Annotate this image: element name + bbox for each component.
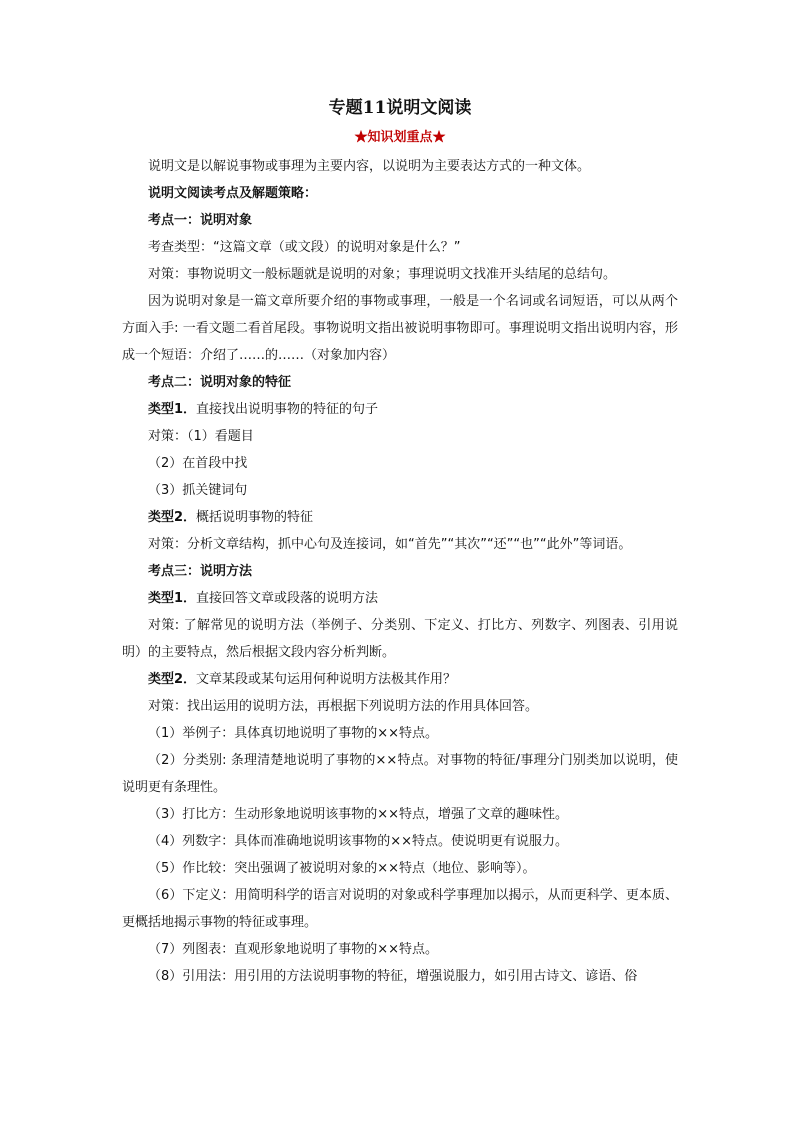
paragraph-text: 考点一：说明对象 xyxy=(148,213,253,228)
paragraph-text: 直接回答文章或段落的说明方法 xyxy=(196,591,379,606)
paragraph xyxy=(122,288,678,369)
paragraph-text: （6）下定义：用简明科学的语言对说明的对象或科学事理加以揭示，从而更科学、更本质、更概括地揭示事物的特征或事理。 xyxy=(122,888,678,930)
paragraph xyxy=(122,396,678,423)
paragraph xyxy=(122,963,678,990)
paragraph xyxy=(122,801,678,828)
paragraph-text: （8）引用法：用引用的方法说明事物的特征，增强说服力，如引用古诗文、谚语、俗 xyxy=(148,969,638,984)
paragraph xyxy=(122,423,678,450)
paragraph-text: 对策：分析文章结构，抓中心句及连接词，如“首先”“其次”“还”“也”“此外”等词语。 xyxy=(148,537,632,552)
paragraph-text: （2）分类别: 条理清楚地说明了事物的××特点。对事物的特征/事理分门别类加以说明，使说明更有条理性。 xyxy=(122,753,678,795)
paragraph xyxy=(122,531,678,558)
paragraph xyxy=(122,234,678,261)
paragraph-text: （1）举例子：具体真切地说明了事物的××特点。 xyxy=(148,726,439,741)
paragraph-list xyxy=(122,153,678,990)
paragraph xyxy=(122,558,678,585)
paragraph-text: 概括说明事物的特征 xyxy=(196,510,314,525)
paragraph-text: 对策：事物说明文一般标题就是说明的对象；事理说明文找准开头结尾的总结句。 xyxy=(148,267,617,282)
paragraph-text: 直接找出说明事物的特征的句子 xyxy=(196,402,379,417)
paragraph xyxy=(122,612,678,666)
paragraph xyxy=(122,450,678,477)
paragraph xyxy=(122,828,678,855)
paragraph xyxy=(122,936,678,963)
paragraph-text: 对策：找出运用的说明方法，再根据下列说明方法的作用具体回答。 xyxy=(148,699,539,714)
paragraph-text: 因为说明对象是一篇文章所要介绍的事物或事理，一般是一个名词或名词短语，可以从两个方面入手: 一看文题二看首尾段。事物说明文指出被说明事物即可。事理说明文指出说明内容，形成一个短语：介绍了……的……（对象加内容） xyxy=(122,294,678,363)
paragraph xyxy=(122,477,678,504)
paragraph-text: （2）在首段中找 xyxy=(148,456,248,471)
paragraph xyxy=(122,747,678,801)
paragraph xyxy=(122,693,678,720)
paragraph xyxy=(122,855,678,882)
page-title: 专题11说明文阅读 xyxy=(328,98,472,118)
paragraph xyxy=(122,882,678,936)
document-body xyxy=(122,96,678,990)
paragraph xyxy=(122,180,678,207)
paragraph xyxy=(122,585,678,612)
paragraph xyxy=(122,369,678,396)
paragraph-lead: 类型1． xyxy=(148,402,197,417)
paragraph-text: （3）抓关键词句 xyxy=(148,483,248,498)
paragraph xyxy=(122,504,678,531)
paragraph-text: （4）列数字：具体而准确地说明该事物的××特点。使说明更有说服力。 xyxy=(148,834,569,849)
paragraph-lead: 类型2． xyxy=(148,510,197,525)
paragraph-text: 文章某段或某句运用何种说明方法极其作用？ xyxy=(196,672,457,687)
paragraph-text: （3）打比方：生动形象地说明该事物的××特点，增强了文章的趣味性。 xyxy=(148,807,569,822)
paragraph-text: 考点三：说明方法 xyxy=(148,564,253,579)
paragraph-text: 对策：（1）看题目 xyxy=(148,429,254,444)
paragraph-text: 考查类型：“这篇文章（或文段）的说明对象是什么？” xyxy=(148,240,461,255)
paragraph-text: 说明文是以解说事物或事理为主要内容，以说明为主要表达方式的一种文体。 xyxy=(148,159,591,174)
paragraph xyxy=(122,153,678,180)
paragraph xyxy=(122,207,678,234)
paragraph xyxy=(122,666,678,693)
paragraph-text: （7）列图表：直观形象地说明了事物的××特点。 xyxy=(148,942,439,957)
paragraph-text: 考点二：说明对象的特征 xyxy=(148,375,292,390)
paragraph-text: （5）作比较：突出强调了被说明对象的××特点（地位、影响等）。 xyxy=(148,861,536,876)
paragraph xyxy=(122,261,678,288)
paragraph-text: 对策: 了解常见的说明方法（举例子、分类别、下定义、打比方、列数字、列图表、引用说明）的主要特点，然后根据文段内容分析判断。 xyxy=(122,618,678,660)
section-subtitle: ★知识划重点★ xyxy=(354,130,446,145)
paragraph xyxy=(122,720,678,747)
paragraph-lead: 类型2． xyxy=(148,672,197,687)
paragraph-lead: 类型1． xyxy=(148,591,197,606)
paragraph-text: 说明文阅读考点及解题策略： xyxy=(148,186,318,201)
